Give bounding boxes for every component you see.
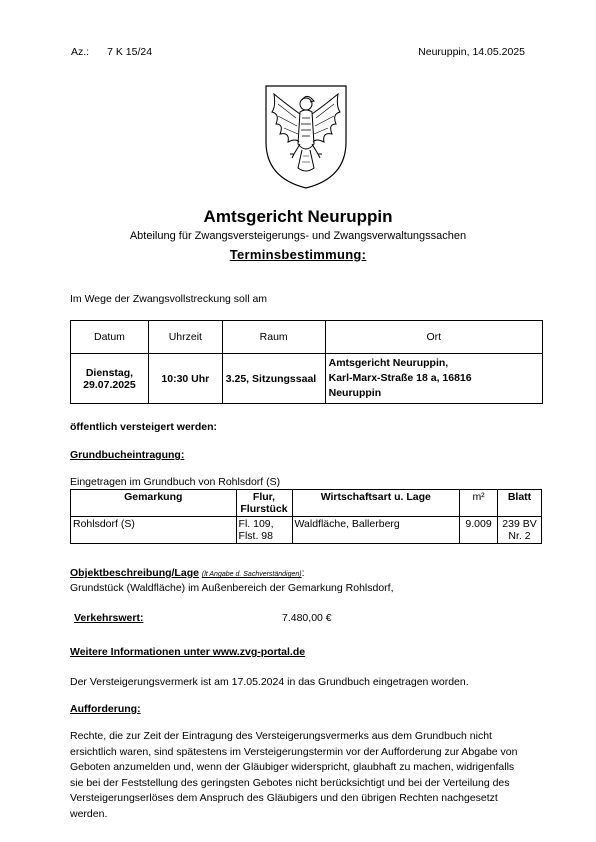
header-gemarkung: Gemarkung — [71, 490, 237, 517]
blatt-line-1: 239 BV — [502, 518, 537, 530]
cell-ort — [325, 354, 542, 404]
cell-gemarkung: Rohlsdorf (S) — [71, 517, 237, 544]
weitere-info-link[interactable]: Weitere Informationen unter www.zvg-portal.de — [70, 646, 306, 658]
vermerk-text: Der Versteigerungsvermerk ist am 17.05.2024 in das Grundbuch eingetragen worden. — [70, 676, 469, 688]
header-blatt: Blatt — [498, 490, 542, 517]
verkehrswert-value: 7.480,00 € — [282, 612, 332, 624]
case-number — [71, 46, 152, 58]
flur-line-2: Flst. 98 — [238, 530, 273, 542]
aufforderung-heading: Aufforderung: — [70, 703, 141, 715]
aufforderung-text — [70, 729, 544, 822]
aufforderung-line: Rechte, die zur Zeit der Eintragung des Versteigerungsvermerks aus dem Grundbuch nicht — [70, 730, 492, 742]
aufforderung-line: sie bei der Feststellung des geringsten Gebotes nicht berücksichtigt und bei der Verteilung des — [70, 776, 510, 789]
aufforderung-line: Versteigerungserlöses dem Anspruch des Gläubigers und den übrigen Rechten nachgesetzt — [70, 792, 498, 804]
header-datum: Datum — [71, 321, 149, 354]
header-qm: m² — [460, 490, 498, 517]
verkehrswert-label: Verkehrswert: — [74, 612, 144, 624]
grundbuch-heading: Grundbucheintragung: — [70, 449, 185, 461]
header-flur-line-2: Flurstück — [240, 503, 288, 515]
table-row — [71, 354, 543, 404]
cell-qm: 9.009 — [460, 517, 498, 544]
cell-datum — [71, 354, 149, 404]
case-number-value: 7 K 15/24 — [107, 46, 153, 58]
cell-flur — [236, 517, 292, 544]
aufforderung-line: werden. — [70, 807, 108, 820]
table-row — [71, 517, 542, 544]
header-uhrzeit: Uhrzeit — [148, 321, 222, 354]
objekt-heading-line — [70, 567, 305, 579]
ort-line-3: Neuruppin — [328, 387, 382, 399]
ort-line-2: Karl-Marx-Straße 18 a, 16816 — [328, 372, 472, 384]
objekt-text: Grundstück (Waldfläche) im Außenbereich der Gemarkung Rohlsdorf, — [70, 582, 394, 594]
court-title: Amtsgericht Neuruppin — [203, 207, 393, 226]
cell-wirtschaftsart: Waldfläche, Ballerberg — [292, 517, 460, 544]
datum-weekday: Dienstag, — [85, 366, 134, 379]
versteigert-text: öffentlich versteigert werden: — [70, 421, 218, 433]
court-subtitle: Abteilung für Zwangsversteigerungs- und Zwangsverwaltungssachen — [129, 230, 467, 242]
grundbuch-table-header — [71, 490, 542, 517]
document-heading: Terminsbestimmung: — [229, 247, 367, 262]
case-number-label: Az.: — [71, 46, 90, 58]
header-flur — [236, 490, 292, 517]
header-ort: Ort — [325, 321, 542, 354]
objekt-heading: Objektbeschreibung/Lage — [70, 567, 199, 579]
grundbuch-table — [70, 489, 542, 544]
cell-raum: 3.25, Sitzungssaal — [222, 354, 325, 404]
aufforderung-line: ersichtlich waren, sind spätestens im Versteigerungstermin vor der Aufforderung zur Abgabe von — [70, 745, 518, 758]
grundbuch-intro: Eingetragen im Grundbuch von Rohlsdorf (S) — [70, 476, 281, 488]
datum-date: 29.07.2025 — [83, 378, 136, 391]
objekt-note: (lt Angabe d. Sachverständigen) — [201, 571, 302, 578]
cell-uhrzeit: 10:30 Uhr — [148, 354, 222, 404]
aufforderung-line: Geboten anzumelden und, wenn der Gläubiger widerspricht, glaubhaft zu machen, widrigenfalls — [70, 761, 515, 773]
objekt-colon: : — [301, 567, 305, 579]
termin-table-header — [71, 321, 543, 354]
intro-text: Im Wege der Zwangsvollstreckung soll am — [70, 293, 268, 305]
place-date: Neuruppin, 14.05.2025 — [418, 46, 525, 58]
header-flur-line-1: Flur, — [252, 491, 276, 503]
ort-line-1: Amtsgericht Neuruppin, — [328, 357, 449, 369]
flur-line-1: Fl. 109, — [238, 518, 274, 530]
cell-blatt — [498, 517, 542, 544]
eagle-crest-icon — [262, 82, 350, 192]
header-raum: Raum — [222, 321, 325, 354]
termin-table — [70, 320, 543, 404]
header-wirtschaftsart: Wirtschaftsart u. Lage — [292, 490, 460, 517]
blatt-line-2: Nr. 2 — [508, 530, 531, 542]
